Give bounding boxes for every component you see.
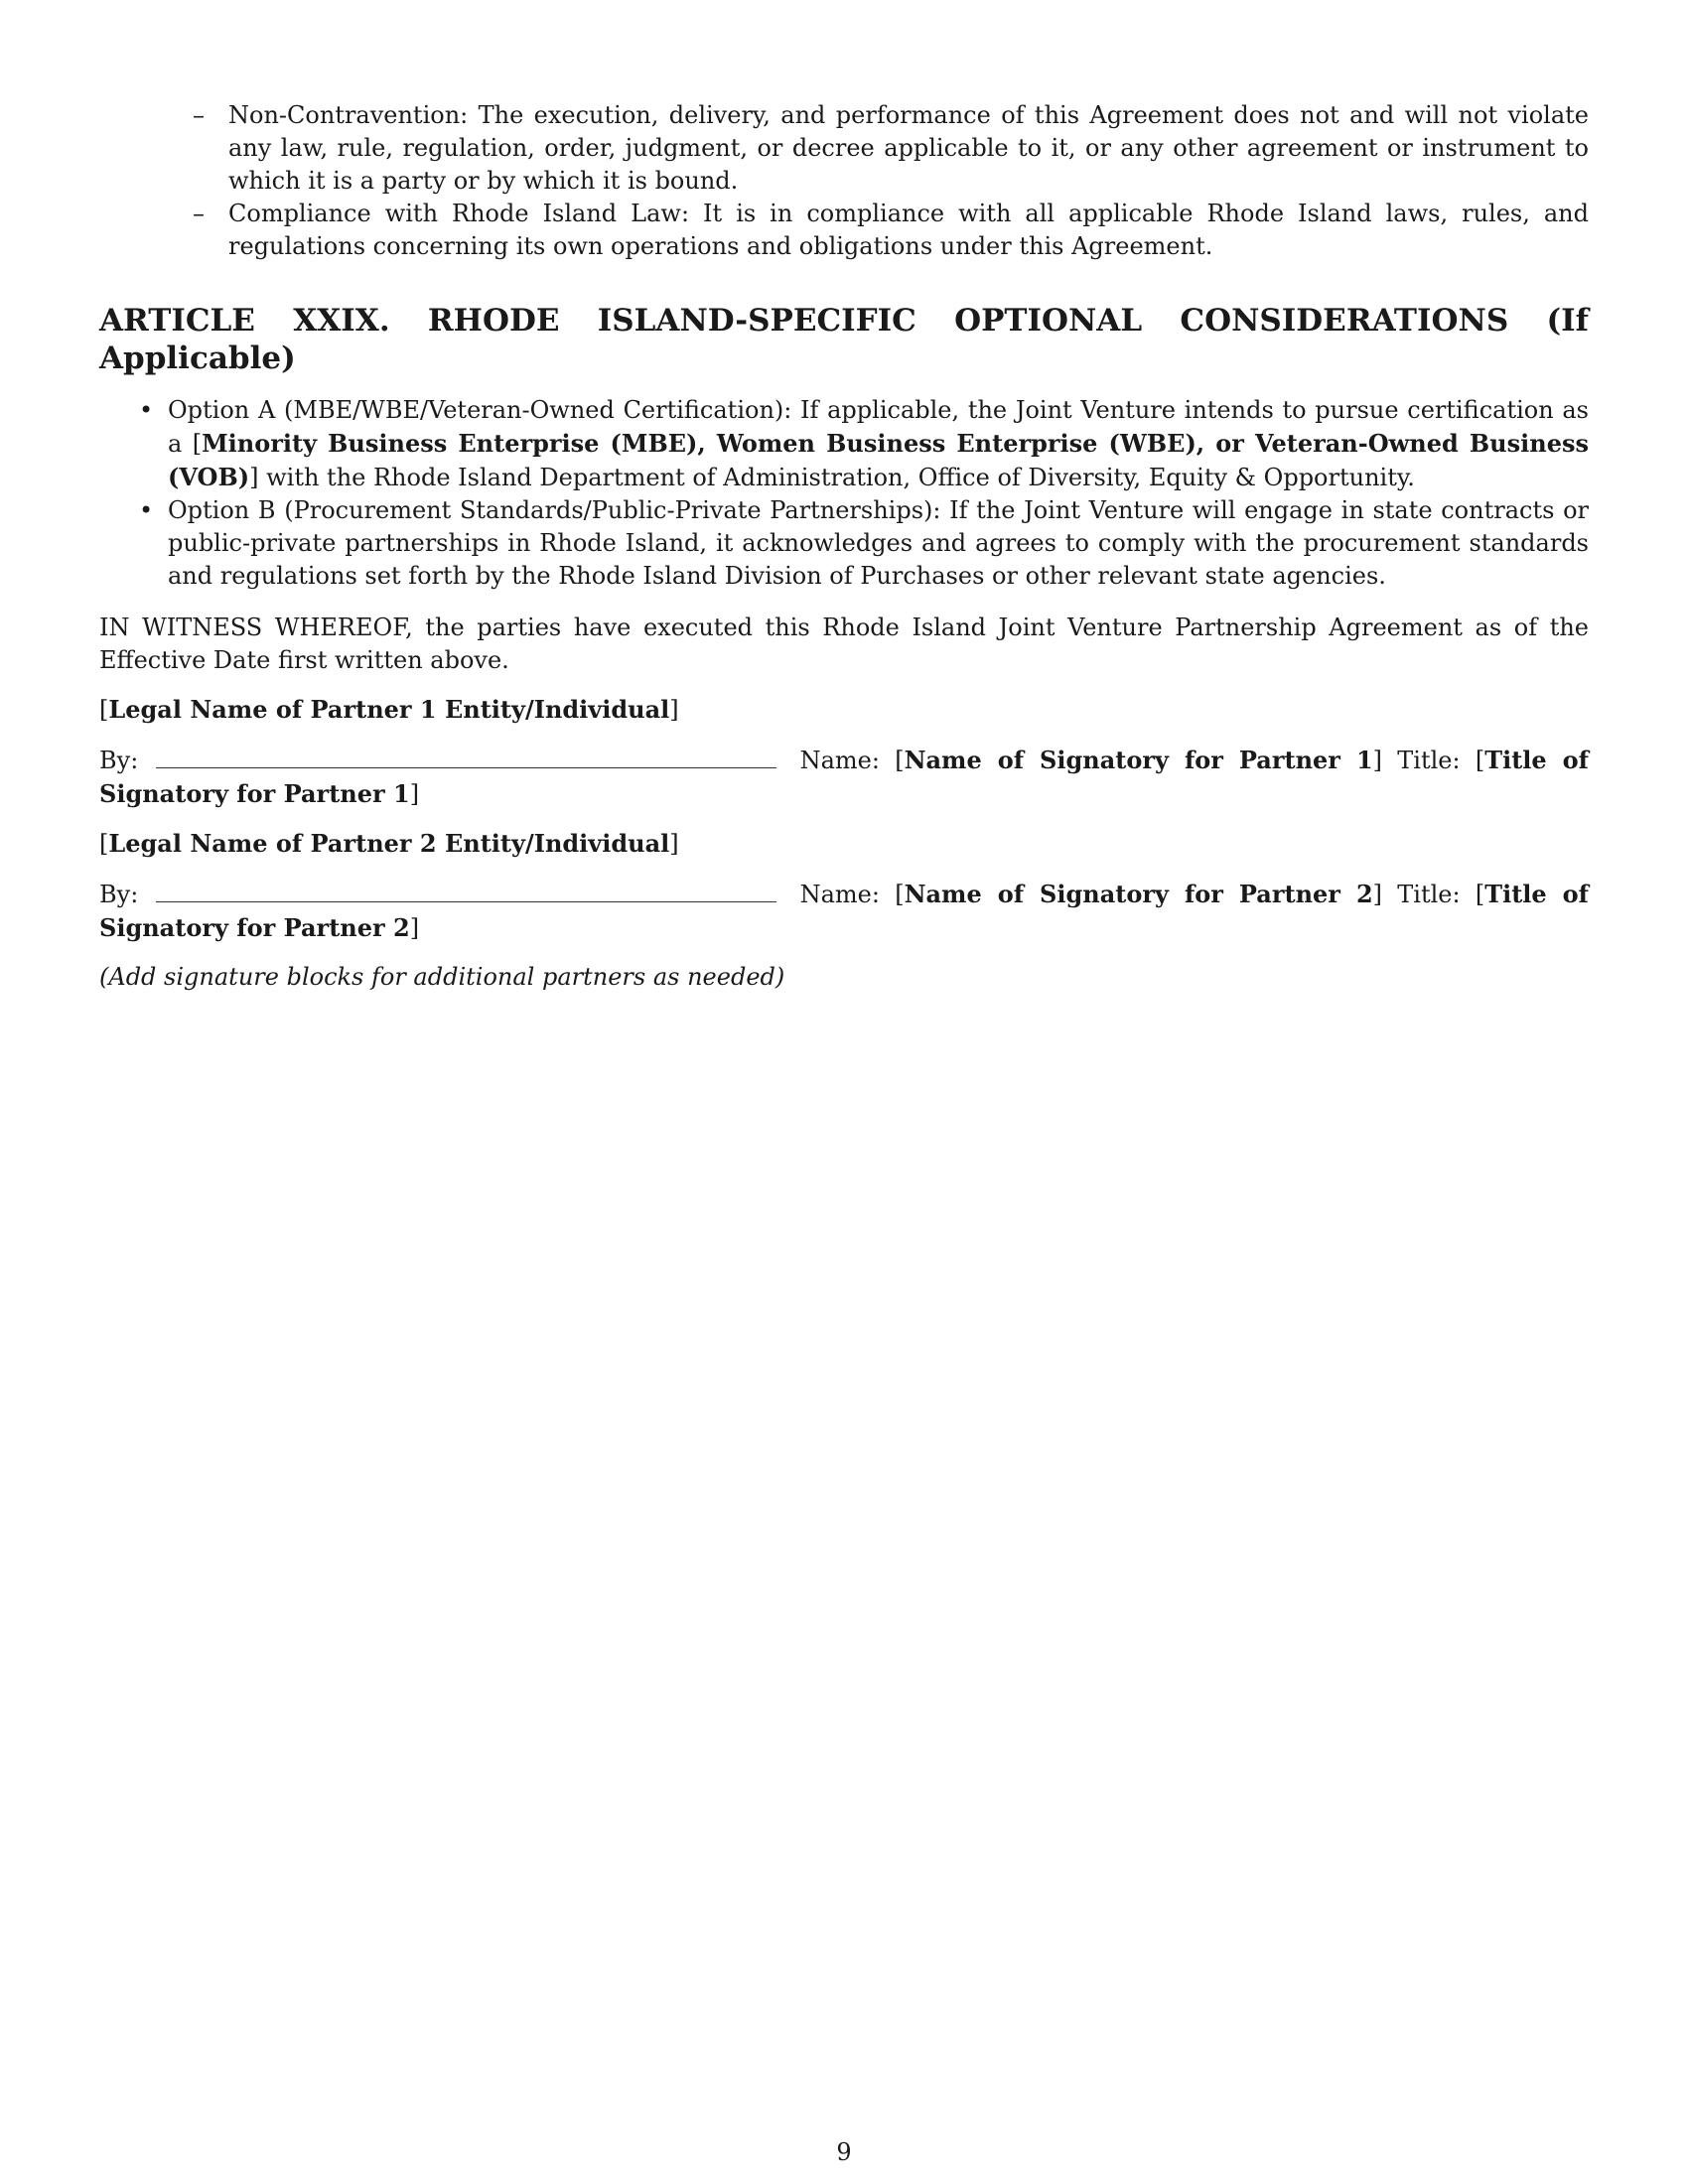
option-b-text: Option B (Procurement Standards/Public-Private Partnerships): If the Joint Venture will engage in state contracts or public-private partnerships in Rhode Island, it acknowledges and agrees to comply with the procurement standards and regulations set forth by the Rhode Island Division of Purchases or other relevant state agencies.: [168, 496, 1589, 590]
list-item-text: Non-Contravention: The execution, delivery, and performance of this Agreement does not and will not violate any law, rule, regulation, order, judgment, or decree applicable to it, or any other agreement or instrument to which it is a party or by which it is bound.: [228, 101, 1589, 195]
page-number: 9: [836, 2138, 852, 2166]
signatory-title: Title of Signatory for Partner 1: [99, 746, 1590, 808]
by-label: By:: [99, 747, 139, 774]
list-item-text: Compliance with Rhode Island Law: It is in compliance with all applicable Rhode Island laws, rules, and regulations concerning its own operations and obligations under this Agreement.: [228, 200, 1589, 260]
title-label: Title:: [1397, 747, 1461, 774]
signatory-title: Title of Signatory for Partner 2: [99, 880, 1590, 942]
signature-field[interactable]: [156, 750, 776, 768]
option-a-text-start: Option A (MBE/WBE/Veteran-Owned Certification): If applicable, the Joint Venture intends to pursue certification as a [: [168, 396, 1589, 458]
entity-name: [Legal Name of Partner 2 Entity/Individual]: [99, 829, 679, 858]
list-item-option-b: [139, 494, 1589, 593]
signatory-name: Name of Signatory for Partner 1: [904, 746, 1373, 774]
name-label: Name:: [799, 881, 880, 908]
signature-field[interactable]: [156, 884, 776, 902]
representations-list: [193, 99, 1589, 263]
signature-block-partner-2: [99, 827, 1589, 945]
list-item-non-contravention: [193, 99, 1589, 198]
bullet-marker: •: [139, 496, 154, 524]
by-label: By:: [99, 881, 139, 908]
article-heading: ARTICLE XXIX. RHODE ISLAND-SPECIFIC OPTIONAL CONSIDERATIONS (If Applicable): [99, 303, 1589, 376]
name-label: Name:: [799, 747, 880, 774]
signature-block-partner-1: [99, 693, 1589, 811]
document-page: [99, 99, 1589, 994]
list-item-option-a: [139, 394, 1589, 494]
entity-name: [Legal Name of Partner 1 Entity/Individual]: [99, 695, 679, 724]
dash-marker: –: [193, 200, 205, 227]
options-list: [139, 394, 1589, 593]
list-item-compliance: [193, 198, 1589, 263]
witness-statement: IN WITNESS WHEREOF, the parties have executed this Rhode Island Joint Venture Partnership Agreement as of the Effective Date first written above.: [99, 614, 1589, 674]
signature-line: By: Name: [Name of Signatory for Partner 2] Title: [Title of Signatory for Partner 2]: [99, 880, 1590, 942]
option-a-certification-types: Minority Business Enterprise (MBE), Women Business Enterprise (WBE), or Veteran-Owned Business (VOB): [168, 429, 1589, 491]
option-a-text-end: ] with the Rhode Island Department of Administration, Office of Diversity, Equity & Opportunity.: [249, 464, 1415, 491]
dash-marker: –: [193, 101, 205, 129]
bullet-marker: •: [139, 396, 154, 424]
additional-partners-note: (Add signature blocks for additional partners as needed): [99, 963, 785, 991]
title-label: Title:: [1397, 881, 1461, 908]
signature-line: By: Name: [Name of Signatory for Partner 1] Title: [Title of Signatory for Partner 1]: [99, 746, 1590, 808]
signatory-name: Name of Signatory for Partner 2: [904, 880, 1373, 908]
